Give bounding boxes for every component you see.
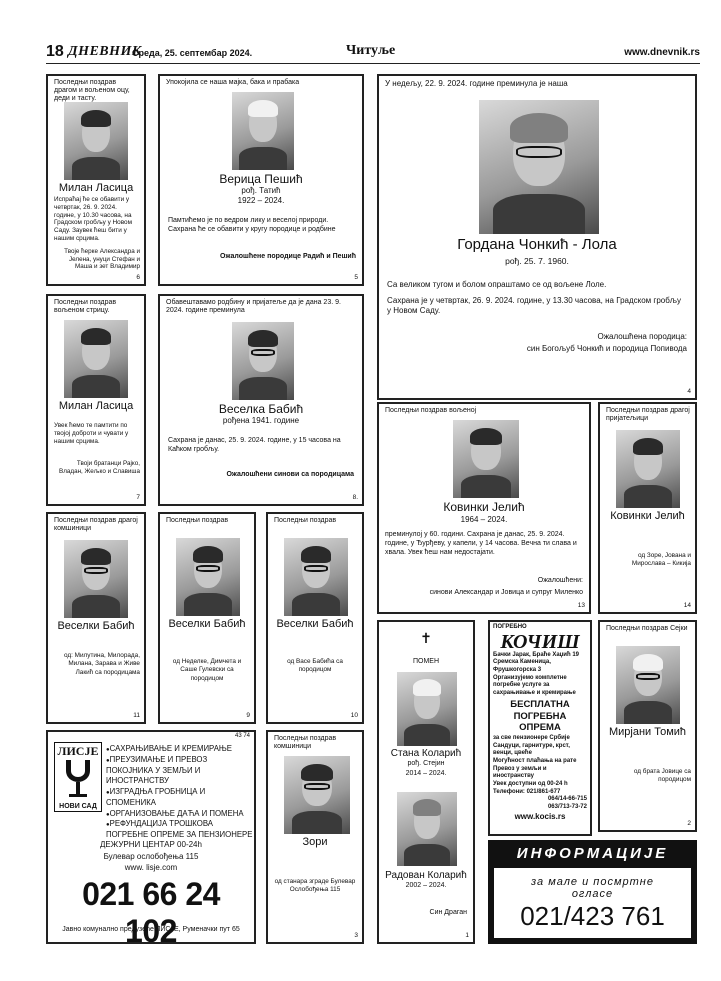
notice-intro: Упокојила се наша мајка, бака и прабака (166, 79, 300, 86)
maiden-name: рођ. Татић (241, 186, 281, 195)
portrait-photo (64, 320, 128, 398)
notice-signature: син Богољуб Чонкић и породица Попивода (526, 344, 687, 353)
deceased-name-1: Стана Коларић (390, 748, 462, 759)
obituary-notice-13 (377, 402, 591, 614)
service-item: ● ОРГАНИЗОВАЊЕ ДАЋА И ПОМЕНА (106, 809, 254, 820)
service-item: ● РЕФУНДАЦИЈА ТРОШКОВА ПОГРЕБНЕ ОПРЕМЕ ЗА ПЕНЗИОНЕРЕ (106, 819, 254, 841)
deceased-name: Веселка Бабић (218, 402, 304, 416)
info-title: ИНФОРМАЦИЈЕ (516, 845, 669, 862)
ad-highlight: БЕСПЛАТНА (510, 698, 570, 710)
notice-intro: Обавештавамо родбину и пријатеље да је дана 23. 9. 2024. године преминула (166, 299, 341, 315)
ad-footer: Јавно комунално предузеће ЛИСЈЕ, Руменачки пут 65 (62, 926, 240, 933)
notice-signature: од: Милутина, Милорада, Милана, Зарава и Живе Лакић са породицама (63, 652, 140, 676)
newspaper-logo: ДНЕВНИК (68, 44, 142, 59)
notice-intro: Последњи поздрав (166, 517, 229, 524)
notice-number: 5 (354, 274, 358, 281)
portrait-photo (284, 538, 348, 616)
notice-body: Увек ћемо те памтити по твојој доброти и чувати у нашим срцима. (54, 422, 129, 445)
notice-number: 10 (350, 712, 358, 719)
issue-date: Среда, 25. септембар 2024. (132, 48, 253, 58)
info-subtitle-line-1: за мале и посмртне (531, 876, 654, 888)
notice-intro: Последњи поздрав драгом и вољеном оцу, деди и тасту. (54, 79, 130, 103)
obituary-notice-7 (46, 294, 146, 506)
signature-label: Ожалошћени: (537, 577, 583, 584)
service-item: ● ИЗГРАДЊА ГРОБНИЦА И СПОМЕНИКА (106, 787, 254, 809)
portrait-photo (64, 540, 128, 618)
obituary-notice-4 (377, 74, 697, 400)
funeral-ad-lisje (46, 730, 256, 944)
deceased-name: Веселки Бабић (276, 618, 354, 630)
notice-number: 2 (687, 820, 691, 827)
notice-signature: Ожалошћени синови са породицама (226, 471, 354, 478)
lisje-logo-city: НОВИ САД (59, 803, 97, 810)
life-years-1: 2014 – 2024. (405, 770, 447, 777)
deceased-name: Веселки Бабић (57, 620, 135, 632)
notice-signature: од Зоре, Јована и Мирослава – Кикија (631, 552, 691, 568)
notice-signature: од Васе Бабића са породицом (287, 658, 343, 674)
ad-phone: 021 66 24 102 (82, 876, 220, 944)
notice-intro: Последњи поздрав Сејки (606, 625, 688, 632)
obituary-notice-10 (266, 512, 364, 724)
ad-address: Булевар ослобођења 115 (103, 852, 199, 861)
deceased-name: Верица Пешић (219, 172, 303, 186)
ad-line: Сремска Каменица, Фрушкогорска 3 (493, 659, 551, 674)
lisje-logo (54, 742, 102, 812)
notice-intro: Последњи поздрав вољеној (385, 407, 477, 414)
duty-center: ДЕЖУРНИ ЦЕНТАР 00-24h (100, 840, 202, 849)
ad-line: за све пензионере Србије (493, 735, 570, 742)
notice-intro: Последњи поздрав (274, 517, 337, 524)
classifieds-info-ad (488, 840, 697, 944)
deceased-name: Веселки Бабић (168, 618, 246, 630)
notice-number: 6 (136, 274, 140, 281)
portrait-photo (616, 646, 680, 724)
deceased-name: Ковинки Јелић (443, 500, 525, 514)
page-header (46, 42, 700, 64)
info-subtitle (494, 876, 691, 900)
obituary-notice-14 (598, 402, 697, 614)
notice-signature: Ожалошћене породице Радић и Пешић (220, 253, 356, 260)
notice-number: 14 (683, 602, 691, 609)
portrait-photo-2 (397, 792, 457, 866)
obituary-notice-3 (266, 730, 364, 944)
info-subtitle-line-2: огласе (571, 888, 614, 901)
ad-line: Превоз у земљи и иностранству (493, 765, 547, 780)
notice-number: 3 (354, 932, 358, 939)
notice-intro: Последњи поздрав комшиници (274, 735, 337, 751)
life-years-2: 2002 – 2024. (405, 882, 447, 889)
notice-number: 8. (352, 494, 358, 501)
notice-number: 9 (246, 712, 250, 719)
ad-phone: 064/14-66-715 (547, 796, 587, 803)
notice-signature: од станара зграде Булевар Ослобођења 115 (274, 878, 356, 894)
portrait-photo (453, 420, 519, 498)
goblet-icon (66, 760, 90, 782)
section-title: Читуље (346, 43, 396, 58)
deceased-name: Гордана Чонкић - Лола (457, 236, 617, 253)
maiden-name-1: рођ. Стејин (407, 760, 445, 767)
portrait-photo (479, 100, 599, 234)
lisje-logo-title: ЛИСЈЕ (57, 744, 99, 758)
ad-line: Бачки Јарак, Браће Хаџић 19 (493, 651, 579, 658)
ad-phone: 063/713-73-72 (547, 804, 587, 811)
portrait-photo (64, 102, 128, 180)
notice-number: 1 (465, 932, 469, 939)
funeral-ad-kocis (488, 620, 592, 836)
obituary-notice-5 (158, 74, 364, 286)
notice-signature: од брата Јовице са породицом (633, 768, 691, 784)
portrait-photo (176, 538, 240, 616)
portrait-photo (616, 430, 680, 508)
info-phone: 021/423 761 (520, 901, 665, 931)
notice-signature: од Неделке, Димчета и Саше Гулевски са породицом (172, 658, 242, 682)
obituary-notice-11 (46, 512, 146, 724)
notice-intro: У недељу, 22. 9. 2024. године преминула је наша (385, 79, 568, 88)
obituary-notice-6 (46, 74, 146, 286)
page-number: 18 (46, 43, 64, 60)
notice-body: преминулој у 60. години. Сахрана је данас, 25. 9. 2024. године, у Ђурђеву, у капели, у 14 часова. Вечна ти слава и хвала. Увек ћеш нам недостајати. (385, 531, 577, 557)
notice-body: Памтићемо је по ведром лику и веселој природи. Сахрана ће се обавити у кругу породице и родбине (168, 217, 336, 234)
ad-website[interactable]: www.kocis.rs (514, 811, 566, 821)
notice-number: 13 (577, 602, 585, 609)
deceased-name: Милан Ласица (58, 400, 134, 412)
notice-number: 7 (136, 494, 140, 501)
notice-signature: Син Драган (429, 909, 467, 916)
birth-year: рођена 1941. године (222, 416, 300, 425)
life-years: 1922 – 2024. (237, 196, 285, 205)
notice-number: 11 (133, 712, 140, 719)
portrait-photo (232, 322, 294, 400)
deceased-name-2: Радован Коларић (385, 870, 467, 881)
obituary-notice-1 (377, 620, 475, 944)
ad-line: Организујемо комплетне погребне услуге за сахрањивање и кремирање (493, 674, 576, 697)
ad-website[interactable]: www. lisje.com (124, 863, 178, 872)
notice-body-1: Са великом тугом и болом опраштамо се од вољене Лоле. (387, 280, 607, 289)
notice-signature: Твоје ћерке Александра и Јелена, унуци Стефан и Маша и зет Владимир (64, 248, 140, 271)
notice-body-2: Сахрана је у четвртак, 26. 9. 2024. године, у 13.30 часова, на Градском гробљу у Новом Саду. (387, 296, 682, 316)
notice-number: 4 (687, 388, 691, 395)
obituary-notice-2 (598, 620, 697, 832)
ad-brand: КОЧИШ (500, 630, 580, 653)
notice-intro: Последњи поздрав драгој комшиници (54, 517, 138, 533)
birth-date: рођ. 25. 7. 1960. (505, 256, 569, 266)
notice-signature: Твоји братанци Рајко, Владан, Жељко и Славиша (59, 460, 140, 475)
ad-line: Могућност плаћања на рате (493, 758, 577, 765)
cross-icon: ✝ (420, 630, 432, 646)
ad-highlight: ПОГРЕБНА ОПРЕМА (513, 711, 567, 733)
notice-body: Испраћај ће се обавити у четвртак, 26. 9. 2024. године, у 10.30 часова, на Градском гробљу у Новом Саду. Заувек ћеш бити у нашим срцима. (54, 196, 132, 243)
notice-intro: Последњи поздрав вољеном стрицу. (54, 299, 117, 315)
life-years: 1964 – 2024. (460, 515, 508, 524)
ad-label: ПОГРЕБНО (493, 624, 527, 630)
ad-line: Сандуци, гарнитуре, крст, венци, цвеће (493, 742, 570, 757)
ad-code: 43 74 (234, 733, 250, 739)
notice-intro: Последњи поздрав драгој пријатељици (606, 407, 690, 423)
notice-body: Сахрана је данас, 25. 9. 2024. године, у 15 часова на Каћком гробљу. (168, 437, 341, 454)
notice-intro: ПОМЕН (412, 658, 440, 665)
obituary-notice-9 (158, 512, 256, 724)
obituary-notice-8 (158, 294, 364, 506)
ad-line: Увек доступни од 00-24 h (493, 781, 568, 788)
service-item: ● ПРЕУЗИМАЊЕ И ПРЕВОЗ ПОКОЈНИКА У ЗЕМЉИ И ИНОСТРАНСТВУ (106, 755, 254, 787)
signature-label: Ожалошћена породица: (597, 332, 687, 341)
lisje-services (106, 744, 254, 841)
website-link[interactable]: www.dnevnik.rs (624, 47, 700, 58)
notice-signature: синови Александар и Јовица и супруг Миленко (429, 589, 583, 596)
deceased-name: Ковинки Јелић (610, 510, 685, 522)
service-item: ● САХРАЊИВАЊЕ И КРЕМИРАЊЕ (106, 744, 254, 755)
portrait-photo (232, 92, 294, 170)
deceased-name: Зори (302, 836, 328, 848)
portrait-photo-1 (397, 672, 457, 746)
ad-phone: Телефони: 021/861-677 (493, 788, 561, 795)
deceased-name: Мирјани Томић (608, 726, 687, 738)
portrait-photo (284, 756, 350, 834)
deceased-name: Милан Ласица (58, 182, 134, 194)
